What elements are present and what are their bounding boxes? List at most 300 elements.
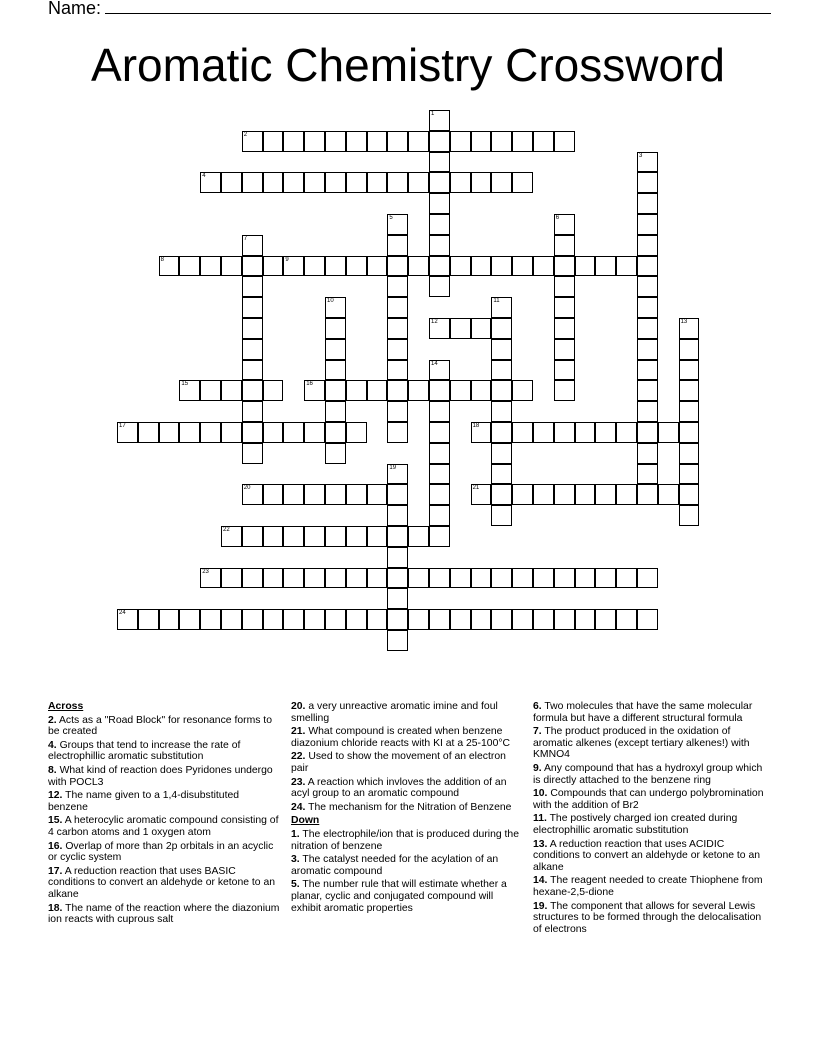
grid-cell[interactable] — [242, 256, 263, 277]
grid-cell[interactable] — [616, 609, 637, 630]
grid-cell[interactable] — [283, 422, 304, 443]
grid-cell[interactable] — [325, 568, 346, 589]
clue-text: The name of the reaction where the diazonium ion reacts with cuprous salt — [48, 902, 280, 926]
grid-cell[interactable] — [471, 172, 492, 193]
grid-cell[interactable] — [367, 526, 388, 547]
grid-cell[interactable] — [471, 568, 492, 589]
clue-text: A heterocylic aromatic compound consisting of 4 carbon atoms and 1 oxygen atom — [48, 815, 279, 838]
grid-cell[interactable] — [138, 609, 159, 630]
grid-cell[interactable] — [283, 609, 304, 630]
grid-cell[interactable] — [304, 484, 325, 505]
grid-cell[interactable] — [179, 256, 200, 277]
clue-label: 11. — [533, 813, 547, 825]
grid-cell[interactable] — [429, 256, 450, 277]
grid-cell[interactable] — [491, 443, 512, 464]
grid-cell[interactable] — [283, 256, 304, 277]
grid-cell[interactable] — [325, 380, 346, 401]
clue-down-item — [533, 788, 765, 811]
grid-cell[interactable] — [304, 609, 325, 630]
grid-cell[interactable] — [325, 131, 346, 152]
grid-cell[interactable] — [637, 276, 658, 297]
grid-cell[interactable] — [575, 256, 596, 277]
grid-cell[interactable] — [367, 568, 388, 589]
grid-cell[interactable] — [512, 256, 533, 277]
grid-cell[interactable] — [637, 339, 658, 360]
grid-cell[interactable] — [658, 484, 679, 505]
clue-label: 10. — [533, 788, 548, 800]
grid-cell[interactable] — [429, 360, 450, 381]
grid-cell[interactable] — [471, 256, 492, 277]
grid-cell[interactable] — [554, 339, 575, 360]
grid-cell[interactable] — [637, 609, 658, 630]
grid-cell[interactable] — [637, 318, 658, 339]
clue-text: The mechanism for the Nitration of Benzene — [308, 801, 512, 813]
grid-cell[interactable] — [679, 464, 700, 485]
grid-cell[interactable] — [221, 256, 242, 277]
grid-cell[interactable] — [533, 422, 554, 443]
grid-cell[interactable] — [325, 443, 346, 464]
grid-cell[interactable] — [554, 297, 575, 318]
grid-cell[interactable] — [491, 505, 512, 526]
grid-cell[interactable] — [637, 380, 658, 401]
grid-cell[interactable] — [408, 609, 429, 630]
grid-cell[interactable] — [408, 256, 429, 277]
grid-cell[interactable] — [200, 256, 221, 277]
grid-cell[interactable] — [242, 339, 263, 360]
grid-cell[interactable] — [429, 110, 450, 131]
grid-cell[interactable] — [554, 276, 575, 297]
grid-cell[interactable] — [242, 360, 263, 381]
grid-cell[interactable] — [387, 588, 408, 609]
grid-cell[interactable] — [450, 609, 471, 630]
grid-cell[interactable] — [554, 568, 575, 589]
clue-text: The component that allows for several Lewis structures to be formed through the delocalisation of electrons — [533, 900, 762, 935]
grid-cell[interactable] — [637, 422, 658, 443]
clue-number: 17 — [119, 423, 126, 429]
grid-cell[interactable] — [346, 131, 367, 152]
grid-cell[interactable] — [387, 360, 408, 381]
clue-number: 1 — [431, 111, 435, 117]
grid-cell[interactable] — [637, 214, 658, 235]
grid-cell[interactable] — [512, 609, 533, 630]
grid-cell[interactable] — [679, 484, 700, 505]
grid-cell[interactable] — [242, 422, 263, 443]
grid-cell[interactable] — [242, 484, 263, 505]
grid-cell[interactable] — [616, 484, 637, 505]
grid-cell[interactable] — [679, 380, 700, 401]
grid-cell[interactable] — [283, 484, 304, 505]
grid-cell[interactable] — [637, 443, 658, 464]
grid-cell[interactable] — [554, 235, 575, 256]
grid-cell[interactable] — [408, 172, 429, 193]
grid-cell[interactable] — [491, 422, 512, 443]
grid-cell[interactable] — [471, 484, 492, 505]
grid-cell[interactable] — [387, 401, 408, 422]
clue-text: A reduction reaction that uses ACIDIC conditions to convert an aldehyde or ketone to an alkane — [533, 838, 761, 873]
grid-cell[interactable] — [679, 505, 700, 526]
grid-cell[interactable] — [637, 464, 658, 485]
grid-cell[interactable] — [263, 568, 284, 589]
grid-cell[interactable] — [367, 256, 388, 277]
grid-cell[interactable] — [200, 172, 221, 193]
grid-cell[interactable] — [242, 568, 263, 589]
grid-cell[interactable] — [263, 131, 284, 152]
grid-cell[interactable] — [429, 484, 450, 505]
grid-cell[interactable] — [429, 318, 450, 339]
grid-cell[interactable] — [117, 609, 138, 630]
grid-cell[interactable] — [491, 484, 512, 505]
grid-cell[interactable] — [491, 339, 512, 360]
grid-cell[interactable] — [491, 318, 512, 339]
grid-cell[interactable] — [429, 609, 450, 630]
clue-number: 3 — [639, 152, 643, 159]
grid-cell[interactable] — [387, 172, 408, 193]
grid-cell[interactable] — [387, 318, 408, 339]
grid-cell[interactable] — [325, 609, 346, 630]
grid-cell[interactable] — [637, 568, 658, 589]
grid-cell[interactable] — [554, 214, 575, 235]
grid-cell[interactable] — [450, 318, 471, 339]
grid-cell[interactable] — [616, 256, 637, 277]
grid-cell[interactable] — [242, 609, 263, 630]
clue-down-item — [291, 829, 523, 852]
grid-cell[interactable] — [616, 568, 637, 589]
grid-cell[interactable] — [679, 339, 700, 360]
clue-text: Compounds that can undergo polybromination with the addition of Br2 — [533, 788, 764, 811]
clue-down-item — [533, 701, 765, 724]
clue-down-item — [533, 901, 765, 936]
grid-cell[interactable] — [283, 172, 304, 193]
grid-cell[interactable] — [387, 214, 408, 235]
grid-cell[interactable] — [491, 131, 512, 152]
grid-cell[interactable] — [346, 422, 367, 443]
grid-cell[interactable] — [242, 401, 263, 422]
grid-cell[interactable] — [263, 380, 284, 401]
grid-cell[interactable] — [429, 152, 450, 173]
clue-down-item — [533, 726, 765, 761]
grid-cell[interactable] — [408, 131, 429, 152]
grid-cell[interactable] — [387, 422, 408, 443]
grid-cell[interactable] — [491, 256, 512, 277]
grid-cell[interactable] — [512, 422, 533, 443]
grid-cell[interactable] — [679, 318, 700, 339]
grid-cell[interactable] — [221, 526, 242, 547]
grid-cell[interactable] — [367, 172, 388, 193]
grid-cell[interactable] — [346, 526, 367, 547]
grid-cell[interactable] — [200, 609, 221, 630]
grid-cell[interactable] — [429, 526, 450, 547]
grid-cell[interactable] — [491, 172, 512, 193]
grid-cell[interactable] — [491, 401, 512, 422]
grid-cell[interactable] — [325, 339, 346, 360]
grid-cell[interactable] — [429, 401, 450, 422]
grid-cell[interactable] — [242, 235, 263, 256]
grid-cell[interactable] — [242, 297, 263, 318]
clue-text: The postively charged ion created during electrophillic aromatic substitution — [533, 813, 738, 836]
grid-cell[interactable] — [242, 526, 263, 547]
grid-cell[interactable] — [429, 443, 450, 464]
grid-cell[interactable] — [242, 318, 263, 339]
clue-down-item — [533, 763, 765, 786]
grid-cell[interactable] — [304, 380, 325, 401]
grid-cell[interactable] — [637, 193, 658, 214]
grid-cell[interactable] — [637, 297, 658, 318]
grid-cell[interactable] — [387, 609, 408, 630]
grid-cell[interactable] — [471, 422, 492, 443]
clue-label: 20. — [291, 701, 306, 712]
grid-cell[interactable] — [263, 422, 284, 443]
grid-cell[interactable] — [637, 152, 658, 173]
grid-cell[interactable] — [429, 214, 450, 235]
grid-cell[interactable] — [242, 131, 263, 152]
grid-cell[interactable] — [387, 131, 408, 152]
grid-cell[interactable] — [429, 193, 450, 214]
grid-cell[interactable] — [575, 484, 596, 505]
grid-cell[interactable] — [554, 256, 575, 277]
grid-cell[interactable] — [242, 172, 263, 193]
grid-cell[interactable] — [283, 568, 304, 589]
grid-cell[interactable] — [429, 422, 450, 443]
grid-cell[interactable] — [408, 526, 429, 547]
grid-cell[interactable] — [512, 380, 533, 401]
grid-cell[interactable] — [387, 276, 408, 297]
clue-text: Overlap of more than 2p orbitals in an acyclic or cyclic system — [48, 840, 274, 864]
clue-across-item — [48, 765, 280, 788]
grid-cell[interactable] — [138, 422, 159, 443]
grid-cell[interactable] — [637, 172, 658, 193]
grid-cell[interactable] — [533, 484, 554, 505]
grid-cell[interactable] — [387, 484, 408, 505]
grid-cell[interactable] — [595, 484, 616, 505]
grid-cell[interactable] — [512, 131, 533, 152]
grid-cell[interactable] — [637, 401, 658, 422]
grid-cell[interactable] — [429, 235, 450, 256]
grid-cell[interactable] — [242, 380, 263, 401]
grid-cell[interactable] — [387, 256, 408, 277]
grid-cell[interactable] — [554, 380, 575, 401]
grid-cell[interactable] — [242, 443, 263, 464]
grid-cell[interactable] — [325, 526, 346, 547]
clue-label: 21. — [291, 726, 306, 738]
grid-cell[interactable] — [450, 568, 471, 589]
grid-cell[interactable] — [491, 297, 512, 318]
grid-cell[interactable] — [387, 380, 408, 401]
grid-cell[interactable] — [575, 568, 596, 589]
grid-cell[interactable] — [159, 422, 180, 443]
grid-cell[interactable] — [346, 256, 367, 277]
clue-label: 7. — [533, 726, 542, 738]
grid-cell[interactable] — [471, 318, 492, 339]
clue-text: The product produced in the oxidation of aromatic alkenes (except tertiary alkenes!) with KMNO4 — [533, 726, 750, 761]
grid-cell[interactable] — [367, 484, 388, 505]
grid-cell[interactable] — [325, 422, 346, 443]
grid-cell[interactable] — [221, 609, 242, 630]
grid-cell[interactable] — [200, 568, 221, 589]
grid-cell[interactable] — [408, 568, 429, 589]
grid-cell[interactable] — [263, 484, 284, 505]
clue-down-item — [533, 839, 765, 874]
clue-down-item — [533, 875, 765, 898]
clue-across-item — [291, 701, 523, 724]
grid-cell[interactable] — [554, 422, 575, 443]
grid-cell[interactable] — [554, 360, 575, 381]
grid-cell[interactable] — [325, 256, 346, 277]
grid-cell[interactable] — [595, 422, 616, 443]
grid-cell[interactable] — [679, 401, 700, 422]
grid-cell[interactable] — [387, 547, 408, 568]
clues-column-1 — [48, 701, 280, 928]
clue-text: a very unreactive aromatic imine and foul smelling — [291, 701, 498, 724]
clue-across-item — [48, 715, 280, 738]
grid-cell[interactable] — [637, 360, 658, 381]
grid-cell[interactable] — [367, 609, 388, 630]
clue-text: The catalyst needed for the acylation of an aromatic compound — [291, 854, 499, 877]
grid-cell[interactable] — [575, 609, 596, 630]
grid-cell[interactable] — [346, 484, 367, 505]
grid-cell[interactable] — [429, 276, 450, 297]
grid-cell[interactable] — [221, 568, 242, 589]
grid-cell[interactable] — [325, 484, 346, 505]
grid-cell[interactable] — [429, 568, 450, 589]
grid-cell[interactable] — [512, 568, 533, 589]
grid-cell[interactable] — [263, 609, 284, 630]
grid-cell[interactable] — [304, 256, 325, 277]
grid-cell[interactable] — [595, 256, 616, 277]
grid-cell[interactable] — [554, 609, 575, 630]
grid-cell[interactable] — [637, 256, 658, 277]
grid-cell[interactable] — [491, 380, 512, 401]
grid-cell[interactable] — [221, 380, 242, 401]
clue-number: 15 — [181, 381, 189, 388]
grid-cell[interactable] — [616, 422, 637, 443]
grid-cell[interactable] — [429, 172, 450, 193]
clue-across-item — [291, 777, 523, 800]
grid-cell[interactable] — [450, 256, 471, 277]
clue-across-item — [291, 751, 523, 774]
grid-cell[interactable] — [179, 380, 200, 401]
grid-cell[interactable] — [263, 526, 284, 547]
clue-number: 8 — [160, 256, 164, 263]
grid-cell[interactable] — [387, 464, 408, 485]
grid-cell[interactable] — [387, 339, 408, 360]
grid-cell[interactable] — [346, 172, 367, 193]
grid-cell[interactable] — [679, 360, 700, 381]
grid-cell[interactable] — [429, 380, 450, 401]
grid-cell[interactable] — [325, 297, 346, 318]
grid-cell[interactable] — [325, 318, 346, 339]
grid-cell[interactable] — [408, 380, 429, 401]
grid-cell[interactable] — [471, 609, 492, 630]
grid-cell[interactable] — [346, 609, 367, 630]
grid-cell[interactable] — [387, 235, 408, 256]
grid-cell[interactable] — [533, 256, 554, 277]
grid-cell[interactable] — [387, 568, 408, 589]
clue-number: 10 — [327, 298, 334, 305]
clue-number: 24 — [119, 610, 126, 617]
grid-cell[interactable] — [367, 380, 388, 401]
grid-cell[interactable] — [304, 131, 325, 152]
grid-cell[interactable] — [679, 443, 700, 464]
grid-cell[interactable] — [533, 609, 554, 630]
clue-text: The electrophile/ion that is produced during the nitration of benzene — [291, 828, 519, 852]
grid-cell[interactable] — [367, 131, 388, 152]
grid-cell[interactable] — [637, 484, 658, 505]
grid-cell[interactable] — [554, 484, 575, 505]
grid-cell[interactable] — [283, 131, 304, 152]
grid-cell[interactable] — [304, 422, 325, 443]
grid-cell[interactable] — [263, 256, 284, 277]
grid-cell[interactable] — [325, 172, 346, 193]
grid-cell[interactable] — [554, 131, 575, 152]
grid-cell[interactable] — [346, 568, 367, 589]
grid-cell[interactable] — [450, 131, 471, 152]
grid-cell[interactable] — [637, 235, 658, 256]
grid-cell[interactable] — [242, 276, 263, 297]
grid-cell[interactable] — [159, 256, 180, 277]
grid-cell[interactable] — [179, 422, 200, 443]
grid-cell[interactable] — [387, 630, 408, 651]
grid-cell[interactable] — [491, 360, 512, 381]
grid-cell[interactable] — [429, 131, 450, 152]
grid-cell[interactable] — [450, 380, 471, 401]
grid-cell[interactable] — [429, 464, 450, 485]
grid-cell[interactable] — [304, 568, 325, 589]
clue-label: 8. — [48, 764, 57, 776]
grid-cell[interactable] — [512, 172, 533, 193]
grid-cell[interactable] — [179, 609, 200, 630]
grid-cell[interactable] — [387, 526, 408, 547]
grid-cell[interactable] — [491, 609, 512, 630]
grid-cell[interactable] — [512, 484, 533, 505]
grid-cell[interactable] — [346, 380, 367, 401]
grid-cell[interactable] — [533, 568, 554, 589]
grid-cell[interactable] — [200, 380, 221, 401]
grid-cell[interactable] — [304, 526, 325, 547]
grid-cell[interactable] — [679, 422, 700, 443]
clue-number: 21 — [472, 485, 480, 492]
grid-cell[interactable] — [491, 464, 512, 485]
grid-cell[interactable] — [304, 172, 325, 193]
grid-cell[interactable] — [117, 422, 138, 443]
grid-cell[interactable] — [658, 422, 679, 443]
grid-cell[interactable] — [471, 380, 492, 401]
grid-cell[interactable] — [221, 422, 242, 443]
clue-label: 9. — [533, 762, 542, 774]
grid-cell[interactable] — [387, 505, 408, 526]
grid-cell[interactable] — [159, 609, 180, 630]
grid-cell[interactable] — [325, 401, 346, 422]
grid-cell[interactable] — [595, 568, 616, 589]
grid-cell[interactable] — [387, 297, 408, 318]
grid-cell[interactable] — [283, 526, 304, 547]
grid-cell[interactable] — [595, 609, 616, 630]
clue-label: 12. — [48, 790, 63, 802]
grid-cell[interactable] — [221, 172, 242, 193]
grid-cell[interactable] — [533, 131, 554, 152]
grid-cell[interactable] — [325, 360, 346, 381]
grid-cell[interactable] — [200, 422, 221, 443]
clue-label: 6. — [533, 701, 542, 712]
grid-cell[interactable] — [450, 172, 471, 193]
grid-cell[interactable] — [263, 172, 284, 193]
clue-number: 13 — [680, 319, 688, 325]
grid-cell[interactable] — [429, 505, 450, 526]
clue-number: 14 — [431, 360, 438, 367]
grid-cell[interactable] — [575, 422, 596, 443]
grid-cell[interactable] — [491, 568, 512, 589]
grid-cell[interactable] — [471, 131, 492, 152]
grid-cell[interactable] — [554, 318, 575, 339]
